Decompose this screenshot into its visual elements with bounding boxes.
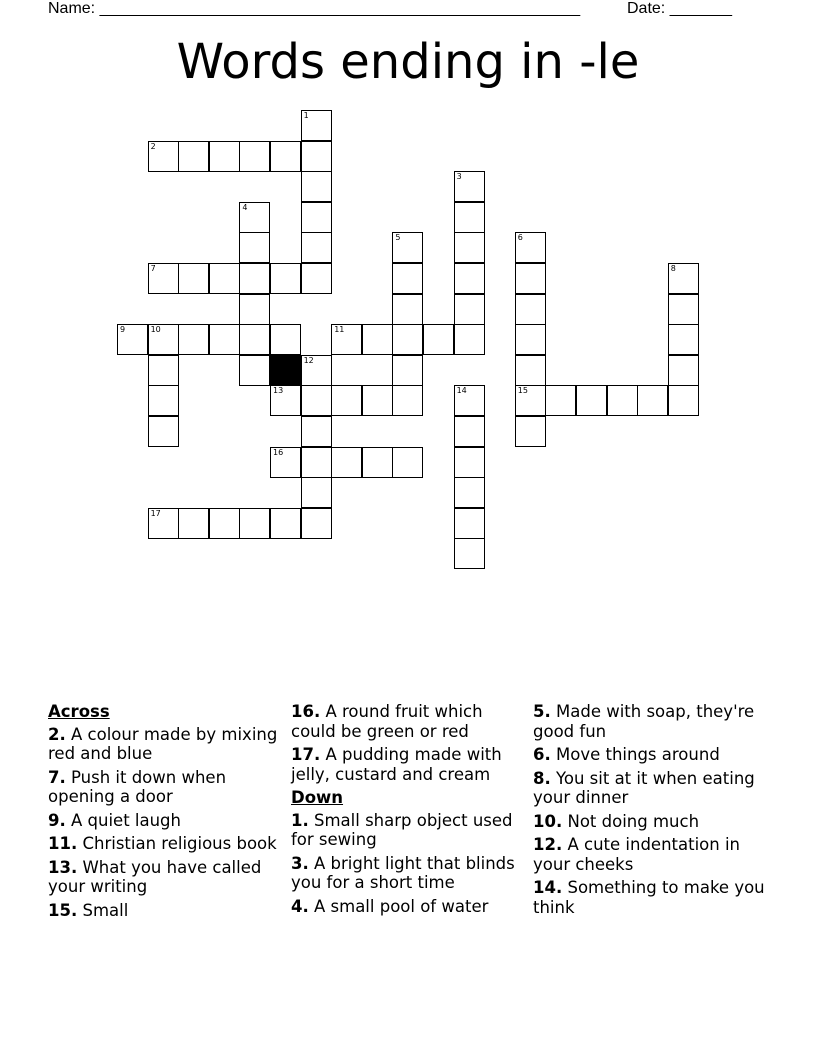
grid-cell[interactable] (301, 110, 332, 141)
grid-cell[interactable] (668, 355, 699, 386)
grid-cell[interactable] (454, 324, 485, 355)
grid-cell[interactable] (270, 263, 301, 294)
grid-cell[interactable] (148, 385, 179, 416)
grid-cell[interactable] (148, 263, 179, 294)
clue-number: 16 (273, 447, 284, 457)
grid-cell[interactable] (301, 141, 332, 172)
grid-cell[interactable] (454, 538, 485, 569)
clue-item (533, 745, 765, 765)
grid-cell[interactable] (239, 232, 270, 263)
grid-cell[interactable] (301, 232, 332, 263)
clue-item-number: 4. (291, 896, 309, 916)
grid-cell[interactable] (239, 355, 270, 386)
clue-number: 6 (517, 233, 523, 243)
clue-number: 2 (150, 141, 156, 151)
grid-cell[interactable] (515, 416, 546, 447)
clue-number: 3 (456, 172, 462, 182)
clue-item-number: 1. (291, 810, 309, 830)
clue-item-number: 3. (291, 853, 309, 873)
grid-cell[interactable] (270, 141, 301, 172)
clue-item (291, 745, 523, 784)
grid-cell[interactable] (392, 447, 423, 478)
clue-item (48, 768, 280, 807)
clue-number: 4 (242, 202, 248, 212)
grid-cell[interactable] (331, 324, 362, 355)
clue-item (533, 769, 765, 808)
grid-cell[interactable] (668, 385, 699, 416)
clue-number: 15 (517, 386, 528, 396)
clue-item-text: What you have called your writing (48, 857, 262, 896)
grid-cell[interactable] (637, 385, 668, 416)
grid-cell[interactable] (301, 202, 332, 233)
clue-item (291, 811, 523, 850)
grid-cell[interactable] (239, 324, 270, 355)
clue-item-number: 16. (291, 702, 321, 721)
clue-item (48, 858, 280, 897)
clue-number: 7 (150, 264, 156, 273)
clue-item-number: 15. (48, 900, 78, 920)
grid-cell[interactable] (270, 508, 301, 539)
grid-cell[interactable] (454, 477, 485, 508)
grid-cell[interactable] (301, 477, 332, 508)
grid-cell[interactable] (331, 447, 362, 478)
clue-item-number: 6. (533, 745, 551, 764)
grid-cell[interactable] (148, 324, 179, 355)
clue-number: 12 (303, 355, 314, 365)
grid-cell[interactable] (545, 385, 576, 416)
clue-item (533, 702, 765, 741)
clue-item-number: 13. (48, 857, 78, 877)
clue-item-text: Small sharp object used for sewing (291, 810, 513, 849)
clue-item-text: Not doing much (562, 811, 700, 831)
grid-cell[interactable] (148, 416, 179, 447)
clue-item (291, 854, 523, 893)
grid-cell[interactable] (301, 447, 332, 478)
clue-item-number: 10. (533, 811, 563, 831)
clues-column-1 (48, 702, 280, 924)
clue-item (533, 835, 765, 874)
clue-item-text: A quiet laugh (65, 810, 181, 830)
clue-item-text: You sit at it when eating your dinner (533, 768, 755, 807)
grid-cell[interactable] (239, 294, 270, 325)
clue-number: 17 (150, 508, 161, 518)
clue-item-text: Move things around (550, 745, 720, 764)
name-field-label: Name: ______________________________________________________ (48, 0, 581, 17)
grid-cell[interactable] (270, 385, 301, 416)
clue-number: 10 (150, 325, 161, 335)
grid-cell[interactable] (454, 171, 485, 202)
clue-number: 14 (456, 386, 467, 396)
clue-item (533, 878, 765, 917)
clue-item (48, 811, 280, 831)
clue-item-number: 11. (48, 834, 78, 853)
grid-cell[interactable] (301, 263, 332, 294)
clue-item-text: A colour made by mixing red and blue (48, 724, 278, 763)
grid-cell[interactable] (362, 447, 393, 478)
grid-cell[interactable] (178, 141, 209, 172)
down-heading: Down (291, 788, 344, 807)
clue-item-number: 8. (533, 768, 551, 788)
clue-item-text: Something to make you think (533, 878, 765, 917)
clue-number: 13 (273, 386, 284, 396)
grid-cell[interactable] (392, 263, 423, 294)
grid-cell[interactable] (515, 324, 546, 355)
grid-cell[interactable] (178, 324, 209, 355)
clue-item-number: 14. (533, 878, 563, 897)
clue-number: 11 (334, 325, 345, 335)
grid-cell[interactable] (301, 171, 332, 202)
clue-item-text: A cute indentation in your cheeks (533, 835, 741, 874)
grid-cell[interactable] (301, 355, 332, 386)
grid-cell[interactable] (515, 294, 546, 325)
clue-item (291, 897, 523, 917)
grid-cell[interactable] (454, 294, 485, 325)
clues-column-2 (291, 702, 523, 920)
clue-number: 9 (120, 325, 126, 335)
clue-item (48, 834, 280, 854)
grid-cell[interactable] (668, 294, 699, 325)
clue-number: 1 (303, 111, 309, 120)
grid-cell[interactable] (454, 232, 485, 263)
grid-cell[interactable] (515, 263, 546, 294)
grid-cell[interactable] (454, 202, 485, 233)
grid-cell[interactable] (392, 355, 423, 386)
grid-cell[interactable] (668, 324, 699, 355)
grid-cell[interactable] (454, 416, 485, 447)
grid-cell[interactable] (209, 508, 240, 539)
date-field-label: Date: _______ (627, 0, 732, 17)
grid-cell[interactable] (454, 385, 485, 416)
clue-item (533, 812, 765, 832)
clue-number: 8 (670, 264, 676, 273)
page-title: Words ending in -le (176, 34, 640, 90)
grid-cell[interactable] (209, 324, 240, 355)
grid-cell[interactable] (270, 324, 301, 355)
grid-cell[interactable] (178, 508, 209, 539)
grid-cell[interactable] (239, 508, 270, 539)
clues-column-3 (533, 702, 765, 921)
grid-cell[interactable] (423, 324, 454, 355)
clue-item-text: A round fruit which could be green or red (291, 702, 483, 741)
grid-cell[interactable] (148, 508, 179, 539)
grid-cell[interactable] (392, 385, 423, 416)
clue-item-text: A pudding made with jelly, custard and cream (291, 745, 502, 784)
grid-cell[interactable] (607, 385, 638, 416)
grid-cell[interactable] (301, 416, 332, 447)
grid-cell[interactable] (392, 294, 423, 325)
grid-cell[interactable] (454, 263, 485, 294)
black-cell (270, 355, 301, 386)
grid-cell[interactable] (454, 508, 485, 539)
clue-item-number: 9. (48, 810, 66, 830)
clue-item (48, 901, 280, 921)
grid-cell[interactable] (454, 447, 485, 478)
grid-cell[interactable] (392, 324, 423, 355)
clue-item-number: 12. (533, 835, 563, 854)
grid-cell[interactable] (515, 355, 546, 386)
clue-item-number: 5. (533, 702, 551, 721)
grid-cell[interactable] (239, 202, 270, 233)
clue-number: 5 (395, 233, 401, 243)
clue-item-number: 2. (48, 724, 66, 744)
clue-item-text: Christian religious book (77, 834, 277, 853)
grid-cell[interactable] (148, 355, 179, 386)
grid-cell[interactable] (178, 263, 209, 294)
grid-cell[interactable] (148, 141, 179, 172)
clue-item-text: Made with soap, they're good fun (533, 702, 755, 741)
grid-cell[interactable] (668, 263, 699, 294)
clue-item-text: Small (77, 900, 129, 920)
clue-item-number: 17. (291, 745, 321, 764)
grid-cell[interactable] (239, 263, 270, 294)
grid-cell[interactable] (362, 324, 393, 355)
clue-item (291, 702, 523, 741)
grid-cell[interactable] (301, 508, 332, 539)
grid-cell[interactable] (117, 324, 148, 355)
grid-cell[interactable] (209, 141, 240, 172)
clue-item-number: 7. (48, 767, 66, 787)
grid-cell[interactable] (301, 385, 332, 416)
grid-cell[interactable] (515, 232, 546, 263)
grid-cell[interactable] (270, 447, 301, 478)
clue-item-text: A bright light that blinds you for a short time (291, 853, 515, 892)
clue-item-text: Push it down when opening a door (48, 767, 227, 806)
grid-cell[interactable] (239, 141, 270, 172)
grid-cell[interactable] (362, 385, 393, 416)
clue-item-text: A small pool of water (308, 896, 489, 916)
clue-item (48, 725, 280, 764)
grid-cell[interactable] (515, 385, 546, 416)
grid-cell[interactable] (209, 263, 240, 294)
grid-cell[interactable] (576, 385, 607, 416)
across-heading: Across (48, 702, 110, 721)
grid-cell[interactable] (331, 385, 362, 416)
grid-cell[interactable] (392, 232, 423, 263)
